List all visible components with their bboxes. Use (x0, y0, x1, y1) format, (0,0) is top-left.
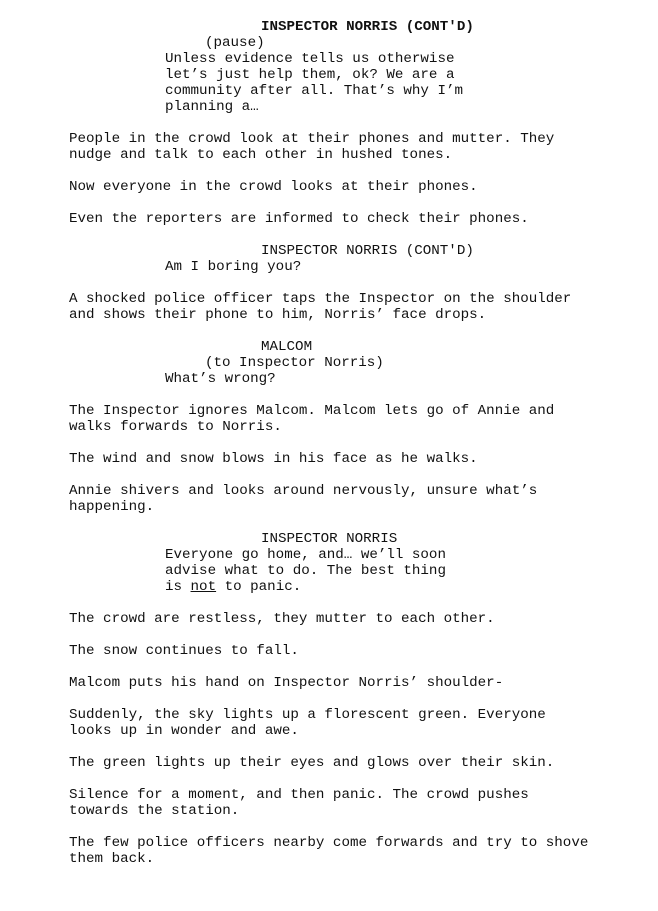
character-name: MALCOM (261, 339, 313, 355)
character-name: INSPECTOR NORRIS (261, 531, 398, 547)
dialogue-fragment: to panic. (216, 579, 302, 595)
dialogue-fragment: is (165, 579, 191, 595)
action-line: Malcom puts his hand on Inspector Norris’ shoulder- (69, 675, 504, 691)
dialogue-line (165, 579, 301, 595)
action-line: The Inspector ignores Malcom. Malcom lets go of Annie and (69, 403, 555, 419)
underlined-word: not (190, 579, 217, 595)
action-line: walks forwards to Norris. (69, 419, 282, 435)
action-line: nudge and talk to each other in hushed tones. (69, 147, 453, 163)
action-line: and shows their phone to him, Norris’ face drops. (69, 307, 487, 323)
action-line: Now everyone in the crowd looks at their phones. (69, 179, 478, 195)
action-line: The few police officers nearby come forwards and try to shove (69, 835, 589, 851)
character-name: INSPECTOR NORRIS (CONT'D) (261, 19, 474, 35)
parenthetical: (to Inspector Norris) (205, 355, 384, 371)
action-line: A shocked police officer taps the Inspector on the shoulder (69, 291, 572, 307)
action-line: People in the crowd look at their phones and mutter. They (69, 131, 555, 147)
action-line: them back. (69, 851, 155, 867)
dialogue-line: planning a… (165, 99, 259, 115)
parenthetical: (pause) (205, 35, 265, 51)
character-name: INSPECTOR NORRIS (CONT'D) (261, 243, 474, 259)
action-line: looks up in wonder and awe. (69, 723, 299, 739)
action-line: happening. (69, 499, 155, 515)
action-line: Annie shivers and looks around nervously, unsure what’s (69, 483, 538, 499)
action-line: The green lights up their eyes and glows over their skin. (69, 755, 555, 771)
action-line: The snow continues to fall. (69, 643, 299, 659)
action-line: Even the reporters are informed to check their phones. (69, 211, 529, 227)
action-line: Suddenly, the sky lights up a florescent green. Everyone (69, 707, 546, 723)
dialogue-line: community after all. That’s why I’m (165, 83, 463, 99)
dialogue-line: What’s wrong? (165, 371, 276, 387)
action-line: The wind and snow blows in his face as he walks. (69, 451, 478, 467)
dialogue-line: let’s just help them, ok? We are a (165, 67, 455, 83)
dialogue-line: Unless evidence tells us otherwise (165, 51, 455, 67)
action-line: Silence for a moment, and then panic. The crowd pushes (69, 787, 529, 803)
dialogue-line: Everyone go home, and… we’ll soon (165, 547, 446, 563)
action-line: The crowd are restless, they mutter to each other. (69, 611, 495, 627)
action-line: towards the station. (69, 803, 240, 819)
dialogue-line: Am I boring you? (165, 259, 302, 275)
dialogue-line: advise what to do. The best thing (165, 563, 446, 579)
